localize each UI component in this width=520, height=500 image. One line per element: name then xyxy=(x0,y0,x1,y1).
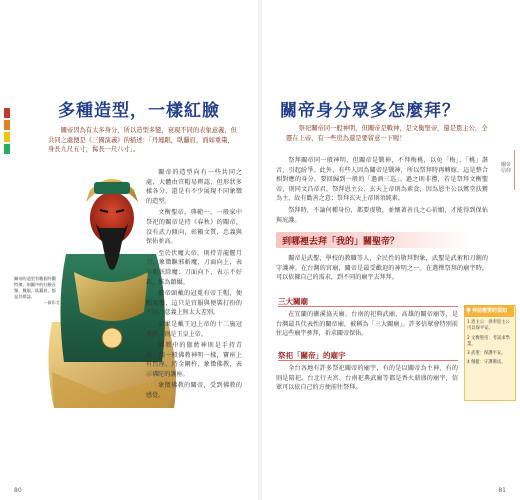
section1-rule xyxy=(278,306,458,307)
left-paragraph: 文衡聖帝，典範一，一般家中祭祀的關帝是持《春秋》的關帝，沒有武力傾向，彰顯文質，忠義與保佑並高。 xyxy=(146,209,242,246)
left-paragraph: 至於伏魔大帝，則持青龍偃月刀，象徵驅邪斬魔，刀面向上，表示斬妖除魔；刀面向下，表示不好殺，惟為鎮懾。 xyxy=(146,249,242,286)
section2-title: 祭祀「關帝」的廟宇 xyxy=(278,351,346,360)
image-caption xyxy=(14,276,60,306)
left-page-number: 80 xyxy=(14,487,22,494)
tips-list-item: 4 伽藍：守護佛法。 xyxy=(467,360,506,366)
right-page xyxy=(262,0,520,500)
vertical-tab-line xyxy=(514,150,515,190)
left-page xyxy=(0,0,258,500)
pin-icon xyxy=(466,307,471,314)
tips-list-item: 3 武聖：保護平安。 xyxy=(467,351,506,357)
right-paragraph: 祭拜關帝同一般神明，但關帝是戰神，不拜梅桃，以免「梅」、「桃」諧音，引起紛爭。此外，有些人因為關帝是戰神，所以祭拜時再轉嫁，這是整合相對應的身分，要回歸到一般的「過酒三巡」。過之則非禮，若是祭拜文衡聖帝，則同文昌帝君。祭拜恩主公、玄天上帝則為素食，因為恩主公以鸞堂扶鸞為主，故有勸善之意；祭拜玄天上帝則須純素。 xyxy=(276,157,488,203)
right-paragraph: 祭拜時，不論何種身份，都要虔敬，並懷著善良之心祈願，才能得到保佑與庇護。 xyxy=(276,206,488,224)
right-page-number: 81 xyxy=(498,487,506,494)
right-body-text xyxy=(276,156,488,227)
tips-list-item: 2 文衡聖帝：考試求學業。 xyxy=(467,335,510,347)
left-paragraph: 象徵佛教的關帝，受到佛教的感覺。 xyxy=(146,382,242,400)
left-paragraph: 如果是戴王冠上帝的十二旒冠冕圖，則是玉皇上帝。 xyxy=(146,320,242,338)
section1-text: 在宜蘭的礁溪協天廟、台南的祀典武廟、高雄的關帝廟等，是台灣最具代表性的關帝廟，被稱為「三大關廟」。許多信眾會特別前往這些廟宇參拜，祈求關帝保佑。 xyxy=(276,311,458,338)
image-caption-text: 關帝的造型有數個外觀特徵，如圖中的紅臉長鬚、鳳眼、臥蠶眉，都是其標誌。 xyxy=(14,276,56,299)
banner-paragraph: 關帝是武聖，學校的教職等人，全民性的敬拜對象，武聖是武術和刀劍的守護神。在台灣的宮廟，關帝是最受歡迎的神明之一。在選擇祭拜的廟宇時，可以依據自己的需求，到不同的廟宇去拜拜。 xyxy=(276,255,488,282)
left-paragraph: 佛教中的伽藍神則是手持青龍，跟一般佛教神明一樣，寶座上有台座，持金鋼杵，象徵佛教，表示佛陀的護座。 xyxy=(146,342,242,378)
left-body-text xyxy=(146,168,242,403)
left-page-title: 多種造型，一樣紅臉 xyxy=(58,101,220,121)
left-intro: 關帝因為有太多身分，所以造型多變，衰現不同的表象意義，但共同之處便是《三國演義》的描述：「丹鳳眼，臥蠶眉，面如重棗，身長九尺五寸，髯長一尺八寸」。 xyxy=(48,127,237,153)
left-color-swatches xyxy=(4,108,10,156)
section1-title: 三大關廟 xyxy=(278,297,308,306)
tips-list-item: 1 恩主公：供奉恩主公可以保平安。 xyxy=(467,320,510,332)
tips-sidebox-header xyxy=(464,305,514,317)
tips-sidebox-list xyxy=(467,320,512,370)
section-banner-title: 到哪裡去拜「我的」關聖帝？ xyxy=(282,237,400,247)
image-caption-credit: —攝影者 xyxy=(43,300,60,305)
right-page-title: 關帝身分眾多怎麼拜？ xyxy=(280,101,460,121)
left-paragraph: 關帝頭戴的冠冕有帝王帽，便帽兩種，這只是官服與便裝打扮的不同，意義上無太大差別。 xyxy=(146,290,242,317)
section2-text: 全台各地有許多祭祀關帝的廟宇，有的是以關帝為主神，有的則是陪祀。台北行天宮、台南祀典武廟等都是香火鼎盛的廟宇，信眾可以依自己的方便前往祭拜。 xyxy=(276,365,458,392)
tips-sidebox-title: 拜前需要的須知 xyxy=(472,308,508,314)
section2-rule xyxy=(278,360,458,361)
right-intro: 祭祀關帝同一般神明，但關帝是戰神，是文衡聖帝，還是恩主公，全靈在上帝，有一些房為還是要留意一下喔！ xyxy=(286,125,488,142)
vertical-section-tab: 關帝信仰 xyxy=(500,162,511,174)
left-paragraph: 關帝的造型向有一些共同之處，大體由官帽易辨認，但形狀多樣各分，還是有不少展現不同象徵的造型。 xyxy=(146,169,242,205)
